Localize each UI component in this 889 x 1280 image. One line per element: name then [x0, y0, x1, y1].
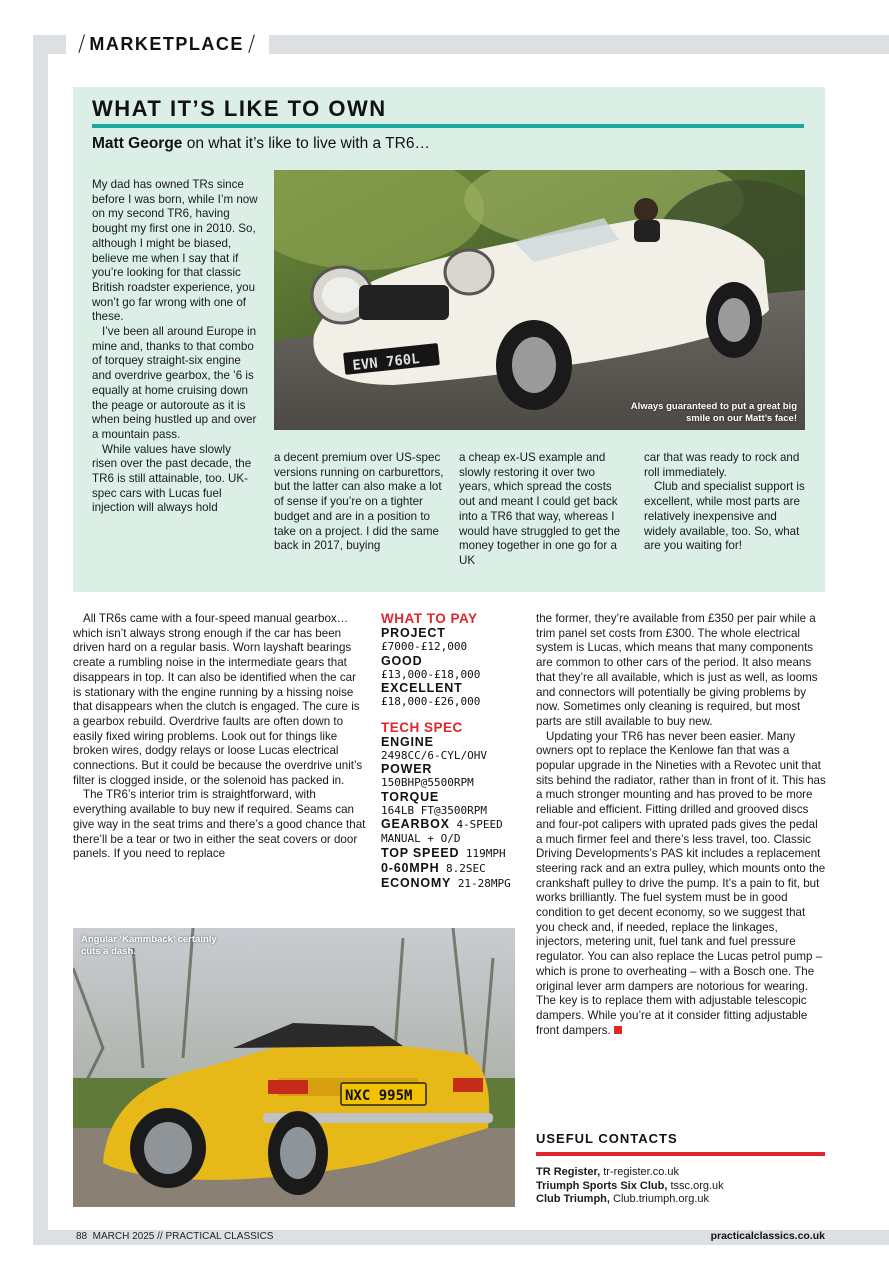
- contact-url[interactable]: Club.triumph.org.uk: [609, 1193, 709, 1205]
- own-box-subtitle: [92, 135, 430, 153]
- contact-url[interactable]: tr-register.co.uk: [600, 1166, 680, 1178]
- contact-url[interactable]: tssc.org.uk: [667, 1179, 724, 1192]
- spec-label-economy: ECONOMY: [381, 875, 452, 890]
- pay-value-excellent: £18,000-£26,000: [381, 695, 481, 708]
- footer-folio: 88 MARCH 2025 // PRACTICAL CLASSICS: [76, 1231, 274, 1242]
- spec-value-power: 150BHP@5500RPM: [381, 776, 474, 789]
- spec-value-acceleration: 8.2SEC: [446, 861, 486, 875]
- article-col-left: [73, 612, 367, 862]
- page-frame-left: [33, 35, 48, 1245]
- paragraph: car that was ready to rock and roll immediately.: [644, 451, 800, 479]
- contact-item: [536, 1193, 724, 1207]
- spec-value-torque: 164LB FT@3500RPM: [381, 803, 487, 817]
- rear-plate: NXC 995M: [345, 1088, 413, 1104]
- spec-value-engine: 2498CC/6-CYL/OHV: [381, 748, 487, 762]
- paragraph-text: Updating your TR6 has never been easier. Many owners opt to replace the Kenlowe fan that was a popular upgrade in the Nineties with a Revotec unit that sits behind the radiator, rather than in front of it. This has a much stronger mounting and has proved to be more reliable and efficient. Fitting drilled and grooved discs and four-pot calipers with uprated pads gives the pedal a much firmer feel and there’s less travel, too. Classic Driving Developments’s PAS kit includes a replacement steering rack and an extra pulley, which mounts onto the crankshaft pulley to drive the pump. It’s a pain to fit, but works brilliantly. The fuel system must be in good condition to get decent economy, so we suggest that you check and, if needed, replace the linkages, injectors, metering unit, fuel tank and fuel pressure regulator. You can also replace the Lucas petrol pump – which is prone to overheating – with a Bosch one. The original lever arm dampers are notorious for wearing. The key is to replace them with adjustable telescopic dampers. While you’re at it consider fitting adjustable front dampers.: [536, 729, 826, 1037]
- spec-label-acceleration: 0-60MPH: [381, 860, 440, 875]
- pay-label-excellent: EXCELLENT: [381, 681, 463, 695]
- paragraph: While values have slowly risen over the past decade, the TR6 is still attainable, too. UK-spec cars with Lucas fuel injection will always hold: [92, 442, 252, 515]
- spec-value-gearbox-2: MANUAL + O/D: [381, 832, 461, 845]
- photo-caption: Angular ‘Kammback’ certainly cuts a dash.: [81, 934, 217, 957]
- contact-item: [536, 1180, 724, 1194]
- own-col-1: [92, 178, 258, 516]
- spec-value-top-speed: 119MPH: [465, 846, 506, 860]
- pay-label-project: PROJECT: [381, 626, 446, 640]
- spec-label-power: POWER: [381, 762, 433, 776]
- end-mark-icon: [614, 1026, 622, 1034]
- article-col-right: [536, 612, 826, 1038]
- data-panel: [381, 611, 521, 891]
- white-tr6-illustration: [274, 170, 805, 430]
- spec-acceleration: [381, 861, 521, 876]
- paragraph: a decent premium over US-spec versions running on carburettors, but the latter can also make a lot of sense if you’re on a tighter budget and are in a position to take on a project. I did the same back in 2017, buying: [274, 451, 444, 553]
- contact-item: [536, 1166, 724, 1180]
- contact-name: Triumph Sports Six Club,: [536, 1179, 668, 1192]
- slash-divider-right: /: [247, 31, 256, 57]
- paragraph: The TR6’s interior trim is straightforward, with everything available to buy new if required. Seams can give way in the seat trims and there’s a good chance that there’ll be a tear or two in either the seat covers or door panels. If you need to replace: [73, 788, 366, 861]
- paragraph: All TR6s came with a four-speed manual gearbox… which isn’t always strong enough if the car has been driven hard on a regular basis. Worn layshaft bearings create a rumbling noise in the intermediate gears that disappears in top. It can also be identified when the car is stationary with the engine running by a hissing noise that disappears when the clutch is engaged. The cure is a gearbox rebuild. Overdrive faults are often down to easily fixed wiring problems. Look out for things like broken wires, dodgy relays or loose Lucas electrical connections. But it could be because the overdrive unit’s filter is clogged inside, or the solenoid has packed in.: [73, 612, 363, 787]
- photo-caption: Always guaranteed to put a great big smile on our Matt’s face!: [630, 401, 797, 424]
- paragraph: My dad has owned TRs since before I was born, while I’m now on my second TR6, having bought my first one in 2010. So, although I might be biased, believe me when I say that if you’re looking for that classic British roadster experience, you won’t go far wrong with one of these.: [92, 178, 258, 324]
- photo-white-tr6: [274, 170, 805, 430]
- spec-value-economy: 21-28MPG: [457, 876, 511, 890]
- contact-name: Club Triumph,: [536, 1193, 610, 1205]
- spec-gearbox: [381, 817, 521, 832]
- what-to-pay-heading: WHAT TO PAY: [381, 611, 478, 626]
- spec-label-torque: TORQUE: [381, 789, 440, 804]
- spec-label-engine: ENGINE: [381, 734, 434, 749]
- front-plate: EVN 760L: [351, 351, 421, 375]
- pay-value-good: £13,000-£18,000: [381, 667, 481, 681]
- own-col-3: [459, 451, 629, 569]
- footer-website[interactable]: practicalclassics.co.uk: [710, 1230, 825, 1242]
- own-box-title: WHAT IT’S LIKE TO OWN: [92, 96, 387, 121]
- subtitle-text: on what it’s like to live with a TR6…: [182, 135, 430, 152]
- author-name: Matt George: [92, 135, 183, 152]
- contact-name: TR Register,: [536, 1166, 601, 1178]
- pay-value-project: £7000-£12,000: [381, 640, 468, 653]
- photo-yellow-tr6: [73, 928, 515, 1207]
- pay-label-good: GOOD: [381, 653, 423, 668]
- paragraph: Club and specialist support is excellent, while most parts are relatively inexpensive and widely available, too. So, what are you waiting for!: [644, 480, 805, 553]
- paragraph: a cheap ex-US example and slowly restoring it over two years, which spread the costs out and meant I could get back into a TR6 that way, whereas I would have struggled to get the money together in one go for a UK: [459, 451, 621, 567]
- useful-contacts-list: [536, 1166, 724, 1207]
- section-header: [66, 30, 269, 58]
- own-col-4: [644, 451, 806, 554]
- spec-value-gearbox: 4-SPEED: [456, 818, 503, 831]
- own-box-title-rule: [92, 124, 804, 128]
- paragraph: [536, 730, 826, 1039]
- section-label: MARKETPLACE: [89, 33, 244, 54]
- tech-spec-heading: TECH SPEC: [381, 719, 463, 735]
- useful-contacts-rule: [536, 1152, 825, 1156]
- paragraph: I’ve been all around Europe in mine and, thanks to that combo of torquey straight-six engine and overdrive gearbox, the ’6 is equally at home cruising down the peage or autoroute as it is when being hustled up and over a mountain pass.: [92, 325, 257, 441]
- spec-label-top-speed: TOP SPEED: [381, 845, 460, 860]
- yellow-tr6-illustration: [73, 928, 515, 1207]
- spec-top-speed: [381, 846, 521, 861]
- paragraph: the former, they’re available from £350 per pair while a trim panel set costs from £300. The whole electrical system is Lucas, which means that many components are common to other cars of the period. It also means that they’re all available, which is just as well, as looms and connectors will potentially be giving problems by now. Sometimes only cleaning is required, but most parts are still available to buy new.: [536, 612, 818, 728]
- spec-economy: [381, 876, 521, 891]
- slash-divider-left: /: [78, 31, 86, 57]
- own-col-2: [274, 451, 444, 554]
- spec-label-gearbox: GEARBOX: [381, 817, 450, 831]
- useful-contacts-heading: USEFUL CONTACTS: [536, 1131, 678, 1146]
